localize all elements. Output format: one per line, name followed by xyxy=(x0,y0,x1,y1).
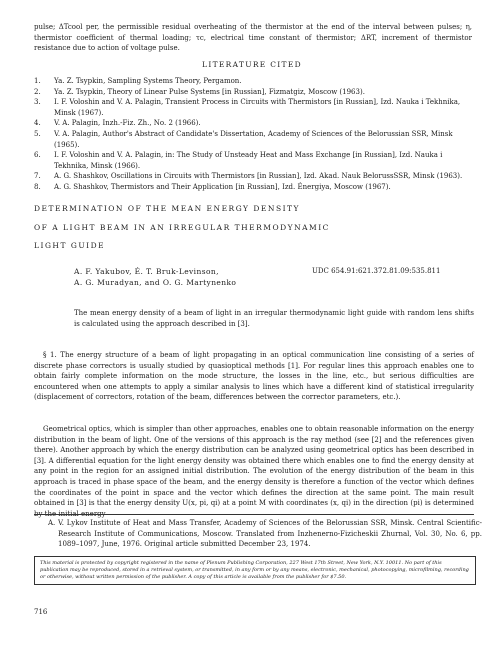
reference-number: 1. xyxy=(34,77,41,85)
reference-text: A. G. Shashkov, Oscillations in Circuits with Thermistors [in Russian], Izd. Akad. Nauk BelorussSSR, Minsk (1963). xyxy=(54,172,463,181)
reference-item xyxy=(34,76,474,87)
article-title-line: DETERMINATION OF THE MEAN ENERGY DENSITY xyxy=(34,204,300,213)
reference-number: 4. xyxy=(34,119,41,128)
reference-text: I. F. Voloshin and V. A. Palagin, in: The Study of Unsteady Heat and Mass Exchange [in Russian], Izd. Nauka i Tekhnika, Minsk (1966). xyxy=(54,151,443,170)
reference-list xyxy=(34,76,474,193)
authors-line: A. F. Yakubov, É. T. Bruk-Levinson, xyxy=(74,267,219,276)
reference-item xyxy=(34,171,474,182)
reference-item xyxy=(34,87,474,98)
reference-item xyxy=(34,182,474,193)
article-title-line: OF A LIGHT BEAM IN AN IRREGULAR THERMODYNAMIC xyxy=(34,222,330,232)
reference-text: Ya. Z. Tsypkin, Sampling Systems Theory, Pergamon. xyxy=(54,77,242,85)
reference-item xyxy=(34,118,474,129)
copyright-notice: This material is protected by copyright registered in the name of Plenum Publishing Corporation, 227 West 17th Street, New York, N.Y. 10011. No part of this publication may be reproduced, stored in a retrieval system, or transmitted, in any form or by any means, electronic, mechanical, photocopying, microfilming, recording or otherwise, without written permission of the publisher. A copy of this article is available from the publisher for $7.50. xyxy=(34,556,476,585)
udc-code: UDC 654.91:621.372.81.09:535.811 xyxy=(312,267,441,275)
reference-item xyxy=(34,150,474,171)
reference-text: Ya. Z. Tsypkin, Theory of Linear Pulse Systems [in Russian], Fizmatgiz, Moscow (1963). xyxy=(54,87,365,96)
reference-number: 6. xyxy=(34,151,41,160)
reference-text: V. A. Palagin, Inzh.-Fiz. Zh., No. 2 (1966). xyxy=(54,119,201,128)
body-paragraph-2: Geometrical optics, which is simpler than other approaches, enables one to obtain reasonable information on the energy distribution in the beam of light. One of the versions of this approach is the ray method (see [2] and the references given there). Another approach by which the energy distribution can be analyzed using geometrical optics has been described in [3]. A differential equation for the light energy density was obtained there which enables one to find the energy density at any point in the region for an assigned initial distribution. The evolution of the energy distribution of the beam in this approach is traced in phase space of the beam, and the energy density is therefore a function of the vector which defines the coordinates of the point in space and the vector which defines the direction at the same point. The main result obtained in [3] is that the energy density U(x, pi, qi) at a point M with coordinates (x, qi) in the direction (pi) is determined by the initial energy xyxy=(34,425,474,518)
reference-number: 7. xyxy=(34,172,41,181)
footnote-divider xyxy=(34,514,474,515)
reference-number: 8. xyxy=(34,182,41,191)
reference-text: V. A. Palagin, Author's Abstract of Candidate's Dissertation, Academy of Sciences of the Belorussian SSR, Minsk (1965). xyxy=(54,129,453,149)
reference-item xyxy=(34,129,474,150)
reference-text: A. G. Shashkov, Thermistors and Their Application [in Russian], Izd. Énergiya, Moscow (1967). xyxy=(54,182,391,191)
intro-paragraph: pulse; ΔTcool per, the permissible residual overheating of the thermistor at the end of the interval between pulses; η, thermistor coefficient of thermal loading; τc, electrical time constant of thermistor; ΔRT, increment of thermistor resistance due to action of voltage pulse. xyxy=(34,23,472,53)
reference-text: I. F. Voloshin and V. A. Palagin, Transient Process in Circuits with Thermistors [in Russian], Izd. Nauka i Tekhnika, Minsk (1967). xyxy=(54,98,461,117)
affiliation-footnote: A. V. Lykov Institute of Heat and Mass Transfer, Academy of Sciences of the Belorussian SSR, Minsk. Central Scientific-Research Institute of Communications, Moscow. Translated from Inzhenerno-Fizicheskii Zhurnal, Vol. 30, No. 6, pp. 1089–1097, June, 1976. Original article submitted December 23, 1974. xyxy=(48,519,482,549)
article-authors xyxy=(74,266,294,288)
body-paragraph-1: § 1. The energy structure of a beam of light propagating in an optical communication line consisting of a series of discrete phase correctors is usually studied by quasioptical methods [1]. For regular lines this approach enables one to obtain fairly complete information on the mode structure, the losses in the line, etc., but serious difficulties are encountered when one attempts to apply a similar analysis to lines which have a different kind of statistical irregularity (displacement of correctors, rotation of the beam, differences between the corrector parameters, etc.). xyxy=(34,351,474,402)
literature-cited-heading: LITERATURE CITED xyxy=(202,60,302,69)
reference-item xyxy=(34,97,474,118)
article-abstract: The mean energy density of a beam of light in an irregular thermodynamic light guide with random lens shifts is calculated using the approach described in [3]. xyxy=(74,309,474,328)
article-title xyxy=(34,200,334,256)
authors-line: A. G. Muradyan, and O. G. Martynenko xyxy=(74,278,237,287)
article-title-line: LIGHT GUIDE xyxy=(34,241,106,250)
page-number: 716 xyxy=(34,608,48,616)
reference-number: 3. xyxy=(34,98,41,107)
reference-number: 2. xyxy=(34,87,41,96)
reference-number: 5. xyxy=(34,129,41,138)
